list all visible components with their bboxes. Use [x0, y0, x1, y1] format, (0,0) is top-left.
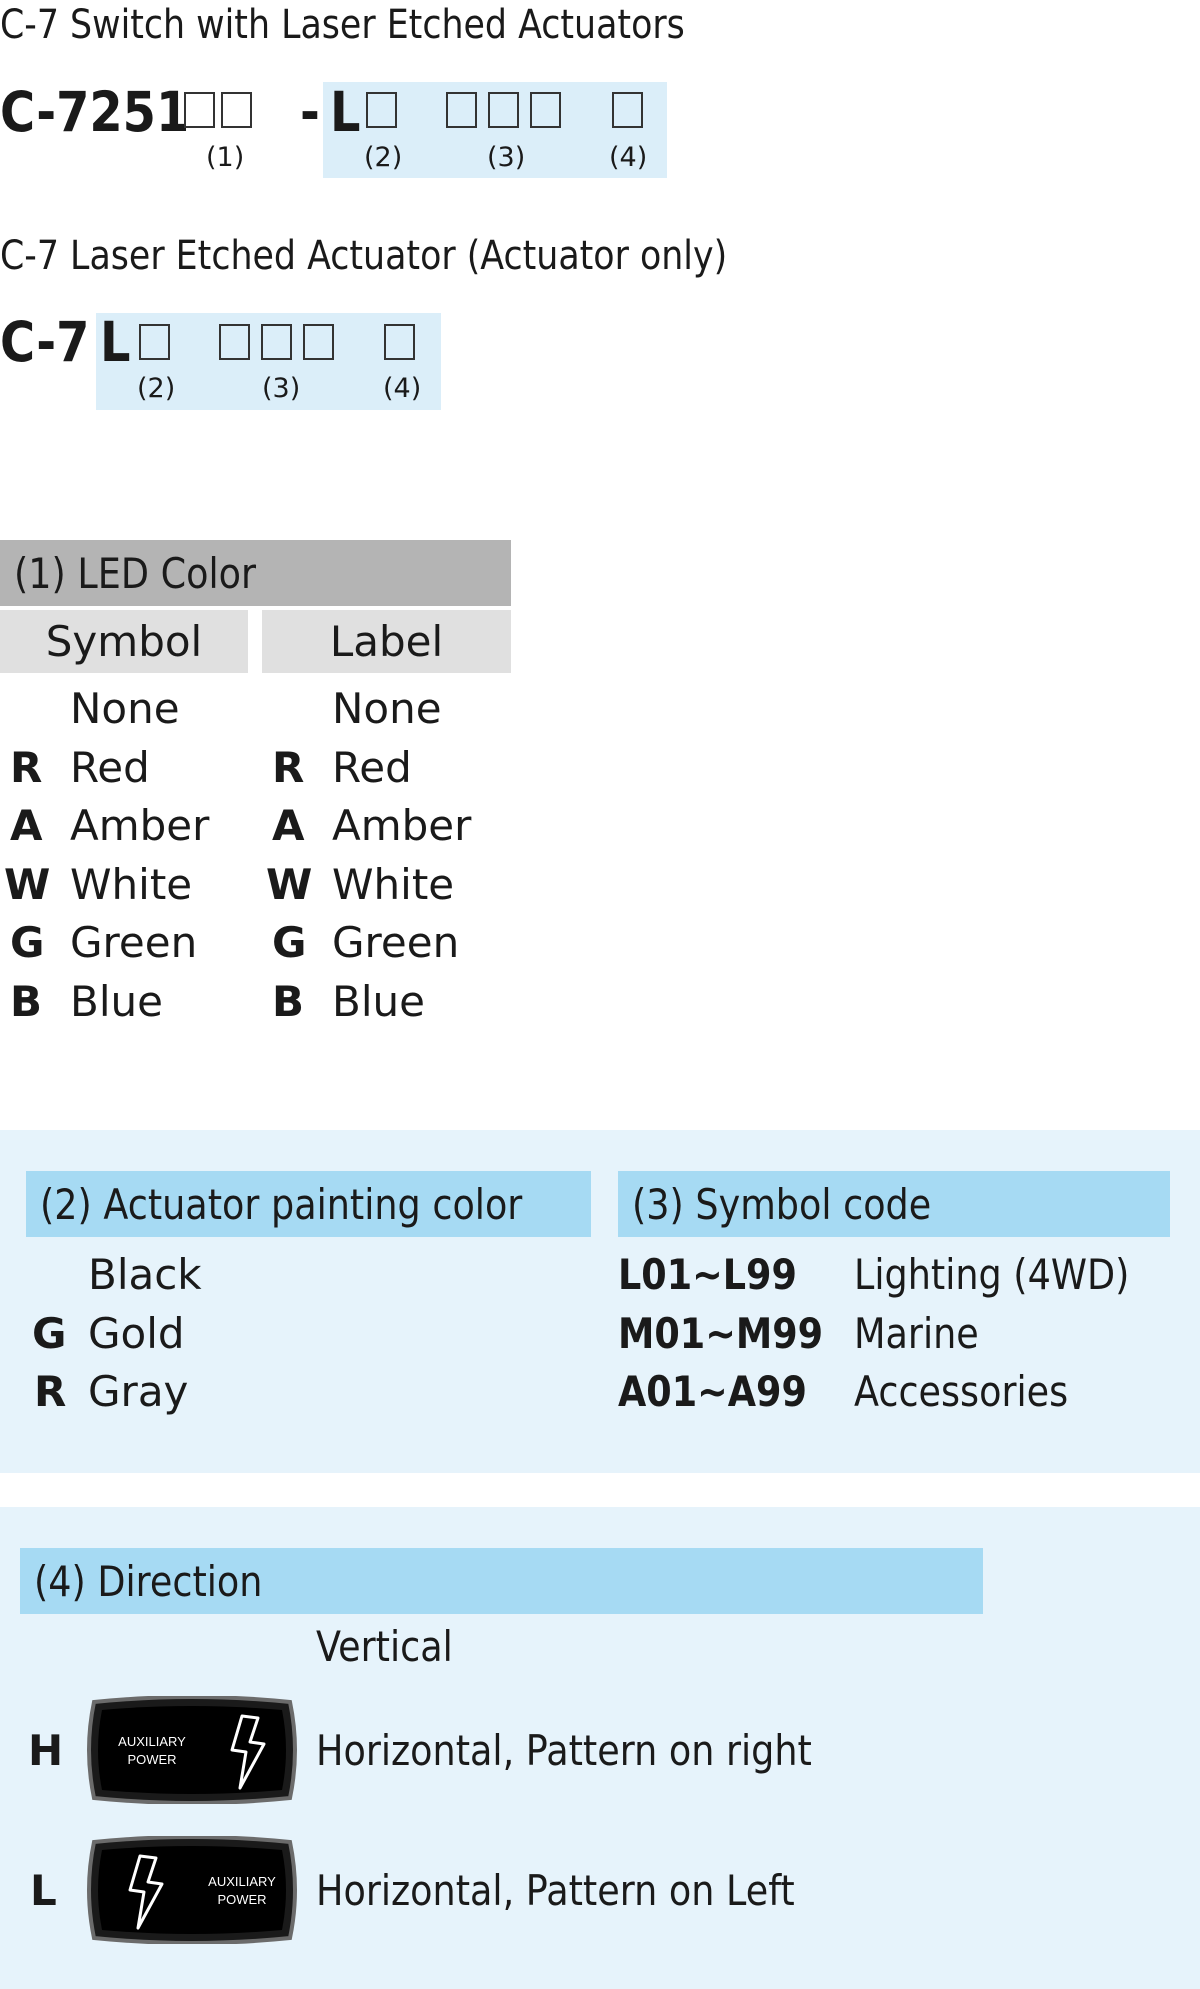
- switch-code-prefix: C-7251: [0, 80, 190, 144]
- actuator-box-3c: [303, 324, 334, 360]
- led-symbol-row-0-name: None: [70, 684, 180, 733]
- direction-row-1-name: Horizontal, Pattern on right: [316, 1726, 812, 1775]
- led-label-row-4-code: G: [272, 918, 307, 967]
- led-symbol-row-5-name: Blue: [70, 977, 163, 1026]
- painting-row-2-name: Gray: [88, 1367, 189, 1416]
- led-symbol-column-label: Symbol: [45, 617, 203, 666]
- led-symbol-row-2-code: A: [10, 801, 43, 850]
- symbol-row-0-name: Lighting (4WD): [854, 1250, 1130, 1299]
- direction-header: [20, 1548, 983, 1614]
- led-color-table-header: [0, 540, 511, 606]
- led-label-row-2-name: Amber: [332, 801, 472, 850]
- actuator-title: C-7 Laser Etched Actuator (Actuator only): [0, 233, 728, 279]
- led-symbol-row-1-name: Red: [70, 743, 150, 792]
- position-label-2: (2): [364, 142, 403, 173]
- led-symbol-row-2-name: Amber: [70, 801, 210, 850]
- symbol-row-0-code: L01~L99: [618, 1250, 797, 1299]
- actuator-position-label-3: (3): [262, 373, 301, 404]
- code-box-3c: [530, 92, 561, 128]
- led-label-row-5-name: Blue: [332, 977, 425, 1026]
- position-label-4: (4): [609, 142, 648, 173]
- led-label-row-3-name: White: [332, 860, 455, 909]
- led-label-column-label: Label: [329, 617, 444, 666]
- symbol-row-1-name: Marine: [854, 1309, 979, 1358]
- actuator-left-text-1: AUXILIARY: [208, 1874, 276, 1889]
- actuator-box-3a: [219, 324, 250, 360]
- actuator-position-label-2: (2): [137, 373, 176, 404]
- led-symbol-column-header: [0, 610, 248, 673]
- led-symbol-row-4-code: G: [10, 918, 45, 967]
- actuator-image-pattern-left: [82, 1836, 302, 1944]
- code-box-3b: [488, 92, 519, 128]
- actuator-right-text-1: AUXILIARY: [118, 1734, 186, 1749]
- actuator-right-text-2: POWER: [127, 1752, 177, 1767]
- led-symbol-row-3-code: W: [4, 860, 51, 909]
- code-box-4: [612, 92, 643, 128]
- actuator-box-3b: [261, 324, 292, 360]
- led-label-row-5-code: B: [272, 977, 305, 1026]
- position-label-1: (1): [206, 142, 245, 173]
- code-box-2: [366, 92, 397, 128]
- direction-row-2-code: L: [30, 1866, 57, 1915]
- actuator-box-4: [384, 324, 415, 360]
- painting-row-0-name: Black: [88, 1250, 202, 1299]
- led-symbol-row-4-name: Green: [70, 918, 198, 967]
- switch-code-L: L: [330, 80, 361, 144]
- direction-row-1-code: H: [28, 1726, 64, 1775]
- led-symbol-row-3-name: White: [70, 860, 193, 909]
- led-symbol-row-5-code: B: [10, 977, 43, 1026]
- symbol-code-header: [618, 1171, 1170, 1237]
- actuator-code-L: L: [100, 310, 131, 374]
- switch-title: C-7 Switch with Laser Etched Actuators: [0, 2, 685, 48]
- symbol-row-1-code: M01~M99: [618, 1309, 824, 1358]
- symbol-row-2-name: Accessories: [854, 1367, 1069, 1416]
- actuator-box-2: [139, 324, 170, 360]
- led-label-row-1-name: Red: [332, 743, 412, 792]
- code-box-1b: [221, 92, 252, 128]
- led-label-row-3-code: W: [266, 860, 313, 909]
- actuator-position-label-4: (4): [383, 373, 422, 404]
- painting-color-header: [26, 1171, 591, 1237]
- painting-row-1-name: Gold: [88, 1309, 185, 1358]
- direction-row-2-name: Horizontal, Pattern on Left: [316, 1866, 795, 1915]
- painting-row-1-code: G: [32, 1309, 67, 1358]
- code-box-3a: [446, 92, 477, 128]
- led-label-row-2-code: A: [272, 801, 305, 850]
- symbol-code-title: (3) Symbol code: [632, 1179, 932, 1229]
- symbol-row-2-code: A01~A99: [618, 1367, 807, 1416]
- position-label-3: (3): [487, 142, 526, 173]
- led-symbol-row-1-code: R: [10, 743, 43, 792]
- switch-code-dash: -: [300, 80, 320, 144]
- actuator-code-prefix: C-7: [0, 310, 90, 374]
- direction-row-0-name: Vertical: [316, 1622, 453, 1671]
- code-box-1a: [184, 92, 215, 128]
- led-label-row-0-name: None: [332, 684, 442, 733]
- painting-row-2-code: R: [34, 1367, 67, 1416]
- led-label-row-4-name: Green: [332, 918, 460, 967]
- painting-color-title: (2) Actuator painting color: [40, 1179, 523, 1229]
- direction-title: (4) Direction: [34, 1556, 263, 1606]
- led-label-row-1-code: R: [272, 743, 305, 792]
- led-label-column-header: [262, 610, 511, 673]
- actuator-image-pattern-right: [82, 1696, 302, 1804]
- actuator-left-text-2: POWER: [217, 1892, 267, 1907]
- led-color-title: (1) LED Color: [14, 548, 256, 598]
